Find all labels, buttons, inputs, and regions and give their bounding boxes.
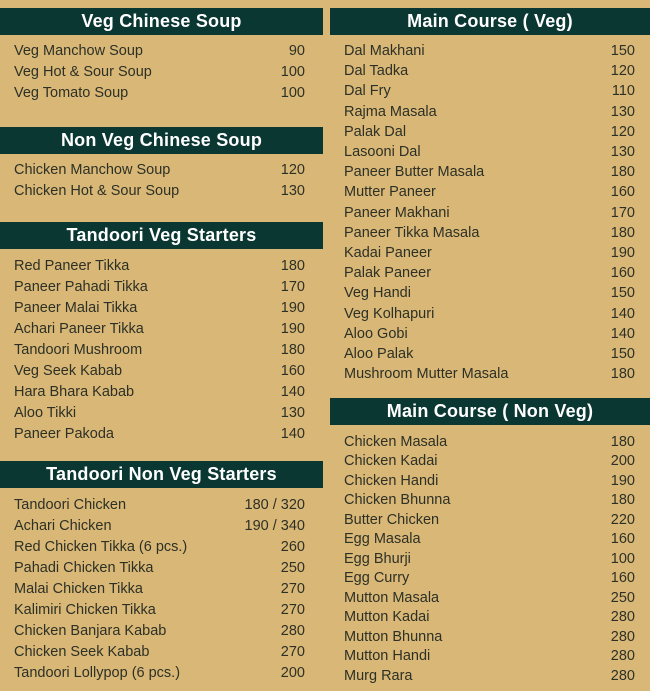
item-name: Chicken Bhunna bbox=[344, 492, 451, 509]
item-name: Mutton Masala bbox=[344, 589, 440, 606]
item-name: Kalimiri Chicken Tikka bbox=[14, 601, 156, 618]
item-name: Mutton Bhunna bbox=[344, 628, 443, 645]
item-price: 130 bbox=[610, 144, 635, 161]
item-name: Chicken Manchow Soup bbox=[14, 162, 171, 179]
menu-item-row bbox=[344, 452, 635, 472]
menu-item-row bbox=[344, 471, 635, 491]
item-price: 280 bbox=[610, 609, 635, 626]
item-name: Paneer Tikka Masala bbox=[344, 224, 480, 241]
item-name: Mutton Kadai bbox=[344, 609, 430, 626]
section-header: Veg Chinese Soup bbox=[0, 8, 323, 35]
menu-item-row bbox=[344, 243, 635, 263]
item-name: Veg Tomato Soup bbox=[14, 84, 129, 101]
menu-item-row bbox=[14, 536, 305, 557]
menu-item-row bbox=[344, 223, 635, 243]
menu-item-row bbox=[344, 588, 635, 608]
item-price: 180 bbox=[280, 257, 305, 274]
section-header: Tandoori Veg Starters bbox=[0, 222, 323, 249]
item-name: Tandoori Chicken bbox=[14, 496, 127, 513]
menu-item-row bbox=[14, 515, 305, 536]
menu-section bbox=[0, 127, 323, 201]
item-name: Paneer Malai Tikka bbox=[14, 299, 138, 316]
menu-item-row bbox=[344, 608, 635, 628]
item-price: 180 / 320 bbox=[244, 496, 305, 513]
menu-item-row bbox=[344, 41, 635, 61]
item-name: Mutton Handi bbox=[344, 648, 431, 665]
item-price: 190 bbox=[610, 244, 635, 261]
menu-item-row bbox=[344, 647, 635, 667]
item-price: 130 bbox=[280, 404, 305, 421]
section-item-list bbox=[0, 35, 323, 103]
menu-item-row bbox=[344, 491, 635, 511]
item-price: 130 bbox=[280, 183, 305, 200]
item-name: Tandoori Mushroom bbox=[14, 341, 143, 358]
item-price: 150 bbox=[610, 43, 635, 60]
menu-item-row bbox=[14, 318, 305, 339]
item-name: Rajma Masala bbox=[344, 103, 437, 120]
menu-item-row bbox=[14, 41, 305, 62]
item-price: 120 bbox=[610, 63, 635, 80]
menu-item-row bbox=[344, 569, 635, 589]
menu-item-row bbox=[14, 160, 305, 181]
menu-item-row bbox=[344, 102, 635, 122]
item-price: 260 bbox=[280, 538, 305, 555]
item-name: Dal Fry bbox=[344, 83, 391, 100]
section-item-list bbox=[0, 249, 323, 444]
section-item-list bbox=[330, 425, 650, 686]
item-price: 270 bbox=[280, 643, 305, 660]
item-price: 270 bbox=[280, 601, 305, 618]
item-name: Chicken Hot & Sour Soup bbox=[14, 183, 180, 200]
menu-item-row bbox=[14, 620, 305, 641]
menu-item-row bbox=[344, 203, 635, 223]
menu-item-row bbox=[344, 627, 635, 647]
item-name: Murg Rara bbox=[344, 667, 413, 684]
item-price: 180 bbox=[610, 433, 635, 450]
menu-column-left bbox=[0, 0, 323, 691]
menu-column-right bbox=[330, 0, 650, 691]
item-price: 200 bbox=[610, 453, 635, 470]
menu-item-row bbox=[14, 360, 305, 381]
menu-item-row bbox=[344, 549, 635, 569]
item-name: Malai Chicken Tikka bbox=[14, 580, 143, 597]
section-header: Tandoori Non Veg Starters bbox=[0, 461, 323, 488]
item-name: Egg Bhurji bbox=[344, 550, 411, 567]
item-name: Paneer Butter Masala bbox=[344, 164, 485, 181]
item-name: Achari Paneer Tikka bbox=[14, 320, 144, 337]
item-price: 250 bbox=[610, 589, 635, 606]
item-price: 100 bbox=[610, 550, 635, 567]
menu-item-row bbox=[14, 423, 305, 444]
menu-item-row bbox=[14, 578, 305, 599]
item-name: Veg Kolhapuri bbox=[344, 305, 435, 322]
item-price: 180 bbox=[610, 224, 635, 241]
menu-item-row bbox=[14, 297, 305, 318]
item-name: Tandoori Lollypop (6 pcs.) bbox=[14, 664, 181, 681]
menu-item-row bbox=[344, 510, 635, 530]
item-price: 190 bbox=[610, 472, 635, 489]
item-name: Chicken Seek Kabab bbox=[14, 643, 150, 660]
menu-item-row bbox=[14, 599, 305, 620]
item-price: 170 bbox=[280, 278, 305, 295]
item-name: Egg Curry bbox=[344, 570, 410, 587]
menu-section bbox=[0, 461, 323, 683]
menu-item-row bbox=[14, 181, 305, 202]
menu-item-row bbox=[344, 303, 635, 323]
menu-section bbox=[0, 8, 323, 103]
item-name: Veg Hot & Sour Soup bbox=[14, 64, 152, 81]
menu-item-row bbox=[14, 662, 305, 683]
menu-item-row bbox=[344, 344, 635, 364]
item-name: Veg Seek Kabab bbox=[14, 362, 123, 379]
item-price: 190 / 340 bbox=[244, 517, 305, 534]
item-name: Dal Tadka bbox=[344, 63, 409, 80]
item-name: Butter Chicken bbox=[344, 511, 440, 528]
item-price: 200 bbox=[280, 664, 305, 681]
menu-item-row bbox=[344, 162, 635, 182]
menu-item-row bbox=[14, 339, 305, 360]
menu-item-row bbox=[344, 142, 635, 162]
section-item-list bbox=[0, 154, 323, 201]
item-name: Hara Bhara Kabab bbox=[14, 383, 135, 400]
item-name: Dal Makhani bbox=[344, 43, 425, 60]
item-price: 120 bbox=[280, 162, 305, 179]
menu-section bbox=[330, 8, 650, 384]
column-divider bbox=[323, 0, 330, 691]
item-name: Aloo Tikki bbox=[14, 404, 77, 421]
menu-item-row bbox=[344, 81, 635, 101]
item-price: 160 bbox=[610, 570, 635, 587]
item-price: 110 bbox=[611, 83, 635, 100]
item-name: Palak Dal bbox=[344, 123, 407, 140]
item-price: 280 bbox=[610, 667, 635, 684]
menu-item-row bbox=[14, 82, 305, 103]
menu-item-row bbox=[14, 641, 305, 662]
item-name: Red Chicken Tikka (6 pcs.) bbox=[14, 538, 188, 555]
item-name: Mushroom Mutter Masala bbox=[344, 366, 509, 383]
menu-section bbox=[0, 222, 323, 444]
item-price: 100 bbox=[280, 64, 305, 81]
item-name: Egg Masala bbox=[344, 531, 421, 548]
item-price: 170 bbox=[610, 204, 635, 221]
item-price: 220 bbox=[610, 511, 635, 528]
menu-item-row bbox=[344, 432, 635, 452]
item-name: Paneer Pahadi Tikka bbox=[14, 278, 148, 295]
item-price: 120 bbox=[610, 123, 635, 140]
item-price: 180 bbox=[610, 492, 635, 509]
item-name: Veg Manchow Soup bbox=[14, 43, 143, 60]
menu-item-row bbox=[14, 381, 305, 402]
menu-item-row bbox=[344, 122, 635, 142]
item-price: 140 bbox=[280, 425, 305, 442]
item-price: 90 bbox=[288, 43, 305, 60]
menu-item-row bbox=[344, 666, 635, 686]
menu-item-row bbox=[14, 494, 305, 515]
item-price: 270 bbox=[280, 580, 305, 597]
item-price: 280 bbox=[280, 622, 305, 639]
item-price: 180 bbox=[610, 366, 635, 383]
menu-item-row bbox=[344, 283, 635, 303]
menu-item-row bbox=[14, 276, 305, 297]
item-price: 140 bbox=[610, 325, 635, 342]
menu-item-row bbox=[344, 61, 635, 81]
section-header: Non Veg Chinese Soup bbox=[0, 127, 323, 154]
item-price: 150 bbox=[610, 345, 635, 362]
item-name: Palak Paneer bbox=[344, 265, 432, 282]
item-price: 180 bbox=[280, 341, 305, 358]
item-price: 130 bbox=[610, 103, 635, 120]
item-name: Paneer Pakoda bbox=[14, 425, 114, 442]
menu-item-row bbox=[14, 557, 305, 578]
item-price: 100 bbox=[280, 84, 305, 101]
item-name: Chicken Handi bbox=[344, 472, 439, 489]
item-name: Veg Handi bbox=[344, 285, 411, 302]
item-price: 190 bbox=[280, 299, 305, 316]
menu-item-row bbox=[14, 62, 305, 83]
menu-item-row bbox=[344, 530, 635, 550]
item-price: 150 bbox=[610, 285, 635, 302]
item-name: Chicken Kadai bbox=[344, 453, 438, 470]
item-price: 160 bbox=[610, 184, 635, 201]
section-item-list bbox=[330, 35, 650, 384]
item-name: Achari Chicken bbox=[14, 517, 112, 534]
section-header: Main Course ( Non Veg) bbox=[330, 398, 650, 425]
item-name: Lasooni Dal bbox=[344, 144, 421, 161]
item-price: 140 bbox=[280, 383, 305, 400]
item-name: Kadai Paneer bbox=[344, 244, 432, 261]
item-name: Aloo Gobi bbox=[344, 325, 408, 342]
item-price: 160 bbox=[610, 265, 635, 282]
item-price: 160 bbox=[610, 531, 635, 548]
menu-item-row bbox=[14, 255, 305, 276]
item-name: Paneer Makhani bbox=[344, 204, 450, 221]
menu-section bbox=[330, 398, 650, 686]
item-name: Pahadi Chicken Tikka bbox=[14, 559, 154, 576]
item-price: 280 bbox=[610, 648, 635, 665]
section-header: Main Course ( Veg) bbox=[330, 8, 650, 35]
menu-item-row bbox=[14, 402, 305, 423]
item-price: 180 bbox=[610, 164, 635, 181]
item-price: 190 bbox=[280, 320, 305, 337]
item-name: Aloo Palak bbox=[344, 345, 414, 362]
menu-item-row bbox=[344, 364, 635, 384]
item-price: 140 bbox=[610, 305, 635, 322]
item-price: 250 bbox=[280, 559, 305, 576]
item-name: Red Paneer Tikka bbox=[14, 257, 130, 274]
item-price: 160 bbox=[280, 362, 305, 379]
item-name: Mutter Paneer bbox=[344, 184, 436, 201]
section-item-list bbox=[0, 488, 323, 683]
item-name: Chicken Masala bbox=[344, 433, 448, 450]
menu-item-row bbox=[344, 182, 635, 202]
menu-item-row bbox=[344, 263, 635, 283]
menu-item-row bbox=[344, 324, 635, 344]
item-price: 280 bbox=[610, 628, 635, 645]
item-name: Chicken Banjara Kabab bbox=[14, 622, 167, 639]
